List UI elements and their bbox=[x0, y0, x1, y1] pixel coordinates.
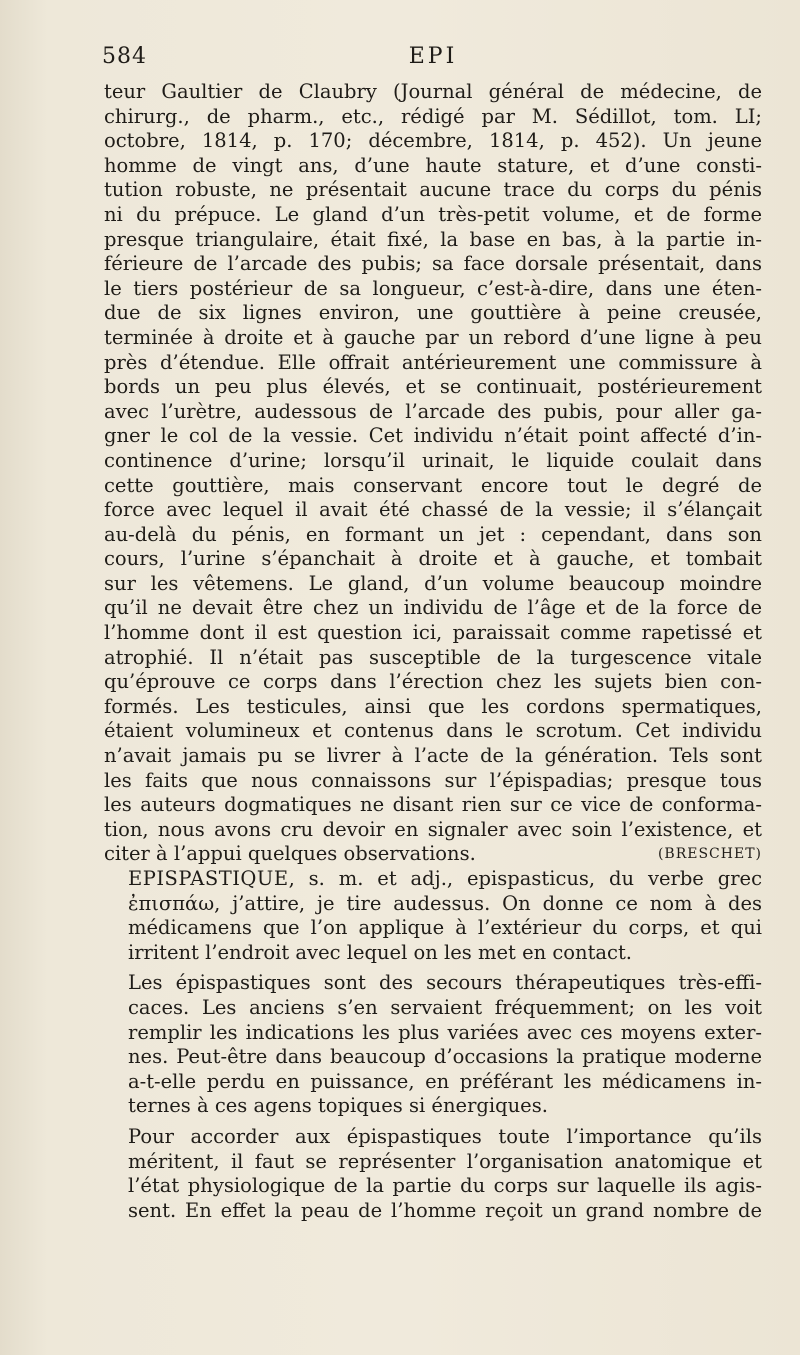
text-line: méritent, il faut se représenter l’organisation anatomique et bbox=[128, 1149, 762, 1173]
text-line: au-delà du pénis, en formant un jet : cependant, dans son bbox=[104, 522, 762, 546]
text-line: bords un peu plus élevés, et se continuait, postérieurement bbox=[104, 375, 762, 399]
text-line: férieure de l’arcade des pubis; sa face dorsale présentait, dans bbox=[104, 252, 762, 276]
text-line: qu’éprouve ce corps dans l’érection chez les sujets bien con- bbox=[104, 670, 762, 694]
text-line: près d’étendue. Elle offrait antérieurement une commissure à bbox=[104, 350, 762, 374]
text-line: gner le col de la vessie. Cet individu n’était point affecté d’in- bbox=[104, 424, 762, 448]
entry-epispastique bbox=[104, 867, 762, 965]
text-line: étaient volumineux et contenus dans le scrotum. Cet individu bbox=[104, 719, 762, 743]
text-line: sent. En effet la peau de l’homme reçoit un grand nombre de bbox=[128, 1198, 762, 1222]
text-line: ni du prépuce. Le gland d’un très-petit volume, et de forme bbox=[104, 202, 762, 226]
running-head: EPI bbox=[408, 44, 458, 69]
text-line: a-t-elle perdu en puissance, en préférant les médicamens in- bbox=[128, 1069, 762, 1093]
entry-first-line bbox=[104, 867, 762, 892]
paragraph-anatomy bbox=[104, 1125, 762, 1223]
entry-definition-start: , s. m. et adj., epispasticus, du verbe grec bbox=[288, 867, 762, 890]
text-line: qu’il ne devait être chez un individu de l’âge et de la force de bbox=[104, 596, 762, 620]
text-line: l’homme dont il est question ici, paraissait comme rapetissé et bbox=[104, 621, 762, 645]
text-line: cette gouttière, mais conservant encore tout le degré de bbox=[104, 473, 762, 497]
text-line: le tiers postérieur de sa longueur, c’est-à-dire, dans une éten- bbox=[104, 276, 762, 300]
text-line: octobre, 1814, p. 170; décembre, 1814, p. 452). Un jeune bbox=[104, 129, 762, 153]
text-line: formés. Les testicules, ainsi que les cordons spermatiques, bbox=[104, 694, 762, 718]
text-line: atrophié. Il n’était pas susceptible de la turgescence vitale bbox=[104, 645, 762, 669]
page-header bbox=[104, 44, 762, 80]
text-line: l’état physiologique de la partie du corps sur laquelle ils agis- bbox=[128, 1174, 762, 1198]
signoff-line bbox=[104, 842, 762, 867]
entry-headword: EPISPASTIQUE bbox=[128, 867, 289, 890]
text-line: nes. Peut-être dans beaucoup d’occasions la pratique moderne bbox=[128, 1045, 762, 1069]
text-line: continence d’urine; lorsqu’il urinait, le liquide coulait dans bbox=[104, 448, 762, 472]
author-signature: (BRESCHET) bbox=[657, 846, 762, 863]
text-line: caces. Les anciens s’en servaient fréquemment; on les voit bbox=[128, 995, 762, 1019]
text-line-last: irritent l’endroit avec lequel on les met en contact. bbox=[128, 940, 633, 964]
text-line-last: ternes à ces agens topiques si énergiques. bbox=[128, 1094, 548, 1118]
text-line: médicamens que l’on applique à l’extérieur du corps, et qui bbox=[128, 916, 762, 940]
text-line: tion, nous avons cru devoir en signaler avec soin l’existence, et bbox=[104, 817, 762, 841]
text-line: cours, l’urine s’épanchait à droite et à gauche, et tombait bbox=[104, 547, 762, 571]
text-line-last: citer à l’appui quelques observations. bbox=[104, 842, 476, 866]
text-line: sur les vêtemens. Le gland, d’un volume beaucoup moindre bbox=[104, 571, 762, 595]
text-line: teur Gaultier de Claubry (Journal général de médecine, de bbox=[104, 80, 762, 103]
text-line: force avec lequel il avait été chassé de la vessie; il s’élançait bbox=[104, 498, 762, 522]
text-line: due de six lignes environ, une gouttière à peine creusée, bbox=[104, 301, 762, 325]
text-line: avec l’urètre, audessous de l’arcade des pubis, pour aller ga- bbox=[104, 399, 762, 423]
text-line: terminée à droite et à gauche par un rebord d’une ligne à peu bbox=[104, 325, 762, 349]
text-line: n’avait jamais pu se livrer à l’acte de la génération. Tels sont bbox=[104, 744, 762, 768]
text-line: Les épispastiques sont des secours thérapeutiques très-effi- bbox=[128, 971, 762, 995]
page-number: 584 bbox=[102, 44, 147, 69]
text-line: les auteurs dogmatiques ne disant rien sur ce vice de conforma- bbox=[104, 793, 762, 817]
text-line: remplir les indications les plus variées avec ces moyens exter- bbox=[128, 1020, 762, 1044]
text-line: homme de vingt ans, d’une haute stature, et d’une consti- bbox=[104, 153, 762, 177]
text-line: chirurg., de pharm., etc., rédigé par M. Sédillot, tom. LI; bbox=[104, 104, 762, 128]
text-line: presque triangulaire, était fixé, la base en bas, à la partie in- bbox=[104, 227, 762, 251]
text-line: Pour accorder aux épispastiques toute l’importance qu’ils bbox=[128, 1124, 762, 1148]
paragraph-therapeutics bbox=[104, 971, 762, 1119]
text-line: tution robuste, ne présentait aucune trace du corps du pénis bbox=[104, 178, 762, 202]
text-line: ἐπισπάω, j’attire, je tire audessus. On donne ce nom à des bbox=[128, 891, 762, 915]
body-text bbox=[104, 80, 762, 1223]
paragraph-case-report bbox=[104, 80, 762, 867]
text-line: les faits que nous connaissons sur l’épispadias; presque tous bbox=[104, 768, 762, 792]
